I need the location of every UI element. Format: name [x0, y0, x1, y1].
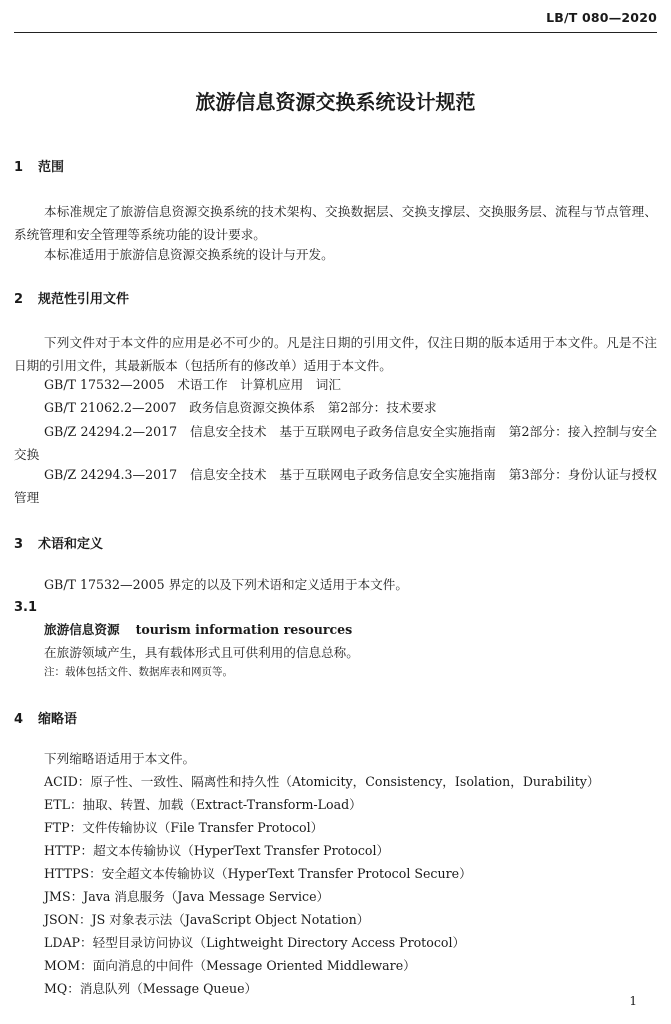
section-4-intro: 下列缩略语适用于本文件。 — [44, 751, 196, 766]
abbreviation-item: ACID：原子性、一致性、隔离性和持久性（Atomicity，Consistency，Isolation，Durability） — [44, 774, 600, 789]
term-id: 3.1 — [14, 600, 38, 615]
header-rule — [14, 32, 657, 33]
section-3-intro: GB/T 17532—2005 界定的以及下列术语和定义适用于本文件。 — [44, 577, 408, 592]
term-definition: 在旅游领域产生，具有载体形式且可供利用的信息总称。 — [44, 645, 359, 660]
abbreviation-item: JMS：Java 消息服务（Java Message Service） — [44, 889, 330, 904]
section-4-heading — [14, 708, 77, 727]
reference-item: GB/T 17532—2005 术语工作 计算机应用 词汇 — [44, 377, 341, 392]
section-title: 规范性引用文件 — [38, 292, 130, 307]
abbreviation-item: LDAP：轻型目录访问协议（Lightweight Directory Access Protocol） — [44, 935, 466, 950]
abbreviation-item: HTTPS：安全超文本传输协议（HyperText Transfer Protocol Secure） — [44, 866, 472, 881]
section-1-paragraph: 本标准规定了旅游信息资源交换系统的技术架构、交换数据层、交换支撑层、交换服务层、流程与节点管理、系统管理和安全管理等系统功能的设计要求。 — [14, 204, 657, 242]
section-number: 2 — [14, 292, 24, 307]
page-number: 1 — [629, 994, 637, 1008]
section-number: 4 — [14, 712, 24, 727]
section-1-heading — [14, 156, 64, 175]
term-chinese: 旅游信息资源 — [44, 622, 120, 637]
document-title: 旅游信息资源交换系统设计规范 — [195, 90, 476, 114]
section-1-paragraph: 本标准适用于旅游信息资源交换系统的设计与开发。 — [44, 247, 334, 262]
section-2-heading — [14, 288, 129, 307]
section-title: 范围 — [38, 160, 65, 175]
section-title: 术语和定义 — [38, 537, 104, 552]
term-english: tourism information resources — [135, 622, 353, 637]
reference-item: GB/T 21062.2—2007 政务信息资源交换体系 第2部分：技术要求 — [44, 400, 437, 415]
term-heading — [44, 619, 352, 641]
abbreviation-item: ETL：抽取、转置、加载（Extract-Transform-Load） — [44, 797, 362, 812]
standard-code: LB/T 080—2020 — [546, 10, 657, 25]
abbreviation-item: JSON：JS 对象表示法（JavaScript Object Notation） — [44, 912, 370, 927]
section-number: 3 — [14, 537, 24, 552]
reference-item: GB/Z 24294.3—2017 信息安全技术 基于互联网电子政务信息安全实施指南 第3部分：身份认证与授权管理 — [14, 467, 657, 505]
reference-item: GB/Z 24294.2—2017 信息安全技术 基于互联网电子政务信息安全实施指南 第2部分：接入控制与安全交换 — [14, 424, 657, 462]
abbreviation-item: MOM：面向消息的中间件（Message Oriented Middleware） — [44, 958, 416, 973]
abbreviation-item: HTTP：超文本传输协议（HyperText Transfer Protocol） — [44, 843, 390, 858]
section-number: 1 — [14, 160, 24, 175]
abbreviation-item: MQ：消息队列（Message Queue） — [44, 981, 258, 996]
term-note: 注：载体包括文件、数据库表和网页等。 — [44, 666, 233, 678]
section-3-heading — [14, 533, 103, 552]
section-title: 缩略语 — [38, 712, 78, 727]
abbreviation-item: FTP：文件传输协议（File Transfer Protocol） — [44, 820, 324, 835]
section-2-intro: 下列文件对于本文件的应用是必不可少的。凡是注日期的引用文件，仅注日期的版本适用于本文件。凡是不注日期的引用文件，其最新版本（包括所有的修改单）适用于本文件。 — [14, 335, 657, 373]
